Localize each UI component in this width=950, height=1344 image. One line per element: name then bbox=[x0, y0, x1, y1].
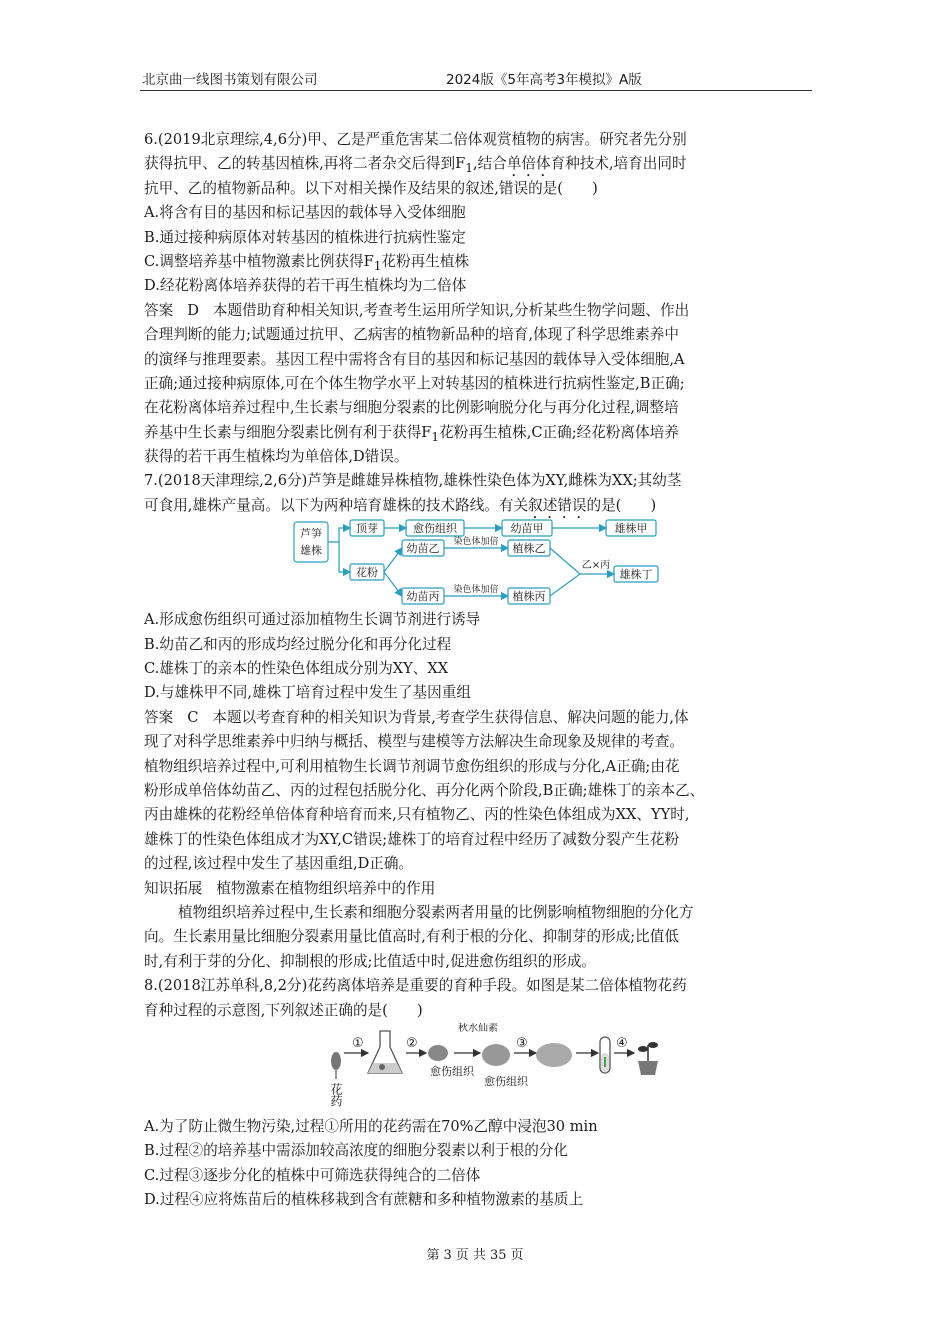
q7-answer-line-1: 答案 C 本题以考查育种的相关知识为背景,考查学生获得信息、解决问题的能力,体 bbox=[144, 708, 689, 726]
anther-image bbox=[331, 1052, 341, 1079]
callus-image-2 bbox=[482, 1044, 510, 1066]
potted-plant-image bbox=[638, 1042, 658, 1075]
subscript: 1 bbox=[465, 161, 473, 176]
node-callus-label: 愈伤组织 bbox=[413, 522, 457, 536]
page-number: 3 bbox=[443, 1248, 452, 1263]
extension-text-line: 植物组织培养过程中,生长素和细胞分裂素两者用量的比例影响植物细胞的分化方 bbox=[178, 903, 694, 921]
q7-analysis-line: 现了对科学思维素养中归纳与概括、模型与建模等方法解决生命现象及规律的考查。 bbox=[144, 733, 684, 751]
q7-option-a: A.形成愈伤组织可通过添加植物生长调节剂进行诱导 bbox=[144, 611, 481, 629]
step-4-label: ④ bbox=[616, 1035, 628, 1051]
q8-stem-line-1: 8.(2018江苏单科,8,2分)花药离体培养是重要的育种手段。如图是某二倍体植物花药 bbox=[144, 977, 687, 995]
q6-option-d: D.经花粉离体培养获得的若干再生植株均为二倍体 bbox=[144, 277, 467, 295]
flask-image bbox=[368, 1031, 402, 1073]
q6-stem-line-3: 抗甲、乙的植物新品种。以下对相关操作及结果的叙述,错误的是( ) bbox=[144, 179, 598, 197]
node-pollen-label: 花粉 bbox=[356, 566, 378, 580]
node-plant-c-label: 植株丙 bbox=[512, 590, 546, 604]
node-plant-b-label: 植株乙 bbox=[512, 542, 546, 556]
node-male-d-label: 雄株丁 bbox=[619, 568, 653, 582]
cross-label: 乙×丙 bbox=[581, 560, 611, 572]
q8-option-b: B.过程②的培养基中需添加较高浓度的细胞分裂素以利于根的分化 bbox=[144, 1142, 568, 1160]
q7-analysis-line: 雄株丁的性染色体组成才为XY,C错误;雄株丁的培育过程中经历了减数分裂产生花粉 bbox=[144, 830, 680, 848]
q7-analysis-line: 粉形成单倍体幼苗乙、丙的过程包括脱分化、再分化两个阶段,B正确;雄株丁的亲本乙、 bbox=[144, 781, 705, 799]
node-seed-c-label: 幼苗丙 bbox=[406, 590, 440, 604]
q6-stem-line-1: 6.(2019北京理综,4,6分)甲、乙是严重危害某二倍体观赏植物的病害。研究者先分别 bbox=[144, 131, 687, 148]
step-3-label: ③ bbox=[516, 1035, 528, 1051]
extension-text-line: 向。生长素用量比细胞分裂素用量比值高时,有利于根的分化、抑制芽的形成;比值低 bbox=[144, 928, 679, 946]
node-start-label: 雄株 bbox=[300, 544, 322, 558]
callus-label-2: 愈伤组织 bbox=[484, 1074, 528, 1088]
q7-option-c: C.雄株丁的亲本的性染色体组成分别为XY、XX bbox=[144, 660, 449, 678]
q8-option-d: D.过程④应将炼苗后的植株移栽到含有蔗糖和多种植物激素的基质上 bbox=[144, 1191, 584, 1209]
reagent-label: 秋水仙素 bbox=[458, 1022, 498, 1034]
q6-analysis-line: 在花粉离体培养过程中,生长素与细胞分裂素的比例影响脱分化与再分化过程,调整培 bbox=[144, 399, 679, 417]
q7-analysis-line: 的过程,该过程中发生了基因重组,D正确。 bbox=[144, 855, 414, 873]
answer-letter: D bbox=[187, 301, 199, 319]
callus-image-3 bbox=[536, 1043, 572, 1067]
answer-label: 答案 bbox=[144, 708, 174, 726]
q7-analysis-line: 植物组织培养过程中,可利用植物生长调节剂调节愈伤组织的形成与分化,A正确;由花 bbox=[144, 757, 680, 775]
breeding-route-diagram bbox=[144, 518, 814, 608]
q6-analysis-line: 正确;通过接种病原体,可在个体生物学水平上对转基因的植株进行抗病性鉴定,B正确; bbox=[144, 374, 685, 392]
q7-analysis-line: 丙由雄株的花粉经单倍体育种培育而来,只有植物乙、丙的性染色体组成为XX、YY时, bbox=[144, 806, 690, 824]
q7-stem-line-1: 7.(2018天津理综,2,6分)芦笋是雌雄异株植物,雄株性染色体为XY,雌株为XX;其幼茎 bbox=[144, 472, 682, 490]
q7-stem-line-2: 可食用,雄株产量高。以下为两种培育雄株的技术路线。有关叙述错误的是( ) bbox=[144, 496, 657, 514]
node-bud-label: 顶芽 bbox=[356, 522, 378, 536]
node-seed-a-label: 幼苗甲 bbox=[510, 522, 544, 536]
double-label-bottom: 染色体加倍 bbox=[453, 585, 499, 596]
q6-analysis-line: 养基中生长素与细胞分裂素比例有利于获得$F_1$花粉再生植株,C正确;经花粉离体培养 bbox=[144, 423, 679, 444]
q6-analysis-line: 合理判断的能力;试题通过抗甲、乙病害的植物新品种的培育,体现了科学思维素养中 bbox=[144, 326, 679, 344]
extension-heading bbox=[144, 877, 814, 901]
q6-option-c: C.调整培养基中植物激素比例获得$F_1$花粉再生植株 bbox=[144, 252, 470, 273]
anther-culture-diagram bbox=[144, 1023, 814, 1115]
emphasis-text: 单倍体 bbox=[506, 155, 551, 173]
test-tube-image bbox=[600, 1037, 610, 1073]
double-label-top: 染色体加倍 bbox=[453, 537, 499, 548]
q6-analysis-line: 获得的若干再生植株均为单倍体,D错误。 bbox=[144, 448, 409, 466]
page-total: 35 bbox=[489, 1248, 507, 1263]
q6-answer-line-1: 答案 D 本题借助育种相关知识,考查考生运用所学知识,分析某些生物学问题、作出 bbox=[144, 301, 690, 319]
q6-stem-line-2: 获得抗甲、乙的转基因植株,再将二者杂交后得到$F_1$,结合单倍体育种技术,培育出同时 bbox=[144, 155, 687, 176]
node-male-a-label: 雄株甲 bbox=[614, 522, 648, 536]
publisher-name: 北京曲一线图书策划有限公司 bbox=[142, 72, 318, 88]
q8-stem-line-2: 育种过程的示意图,下列叙述正确的是( ) bbox=[144, 1001, 423, 1019]
callus-image-1 bbox=[428, 1045, 448, 1061]
q8-option-a: A.为了防止微生物污染,过程①所用的花药需在70%乙醇中浸泡30 min bbox=[144, 1117, 598, 1135]
q6-analysis-line: 的演绎与推理要素。基因工程中需将含有目的基因和标记基因的载体导入受体细胞,A bbox=[144, 350, 685, 368]
answer-label: 答案 bbox=[144, 301, 174, 319]
step-2-label: ② bbox=[406, 1035, 418, 1051]
q6-option-b: B.通过接种病原体对转基因的植株进行抗病性鉴定 bbox=[144, 228, 466, 246]
q7-option-b: B.幼苗乙和丙的形成均经过脱分化和再分化过程 bbox=[144, 635, 452, 653]
step-1-label: ① bbox=[352, 1035, 364, 1051]
node-seed-b-label: 幼苗乙 bbox=[406, 542, 440, 556]
page-content bbox=[144, 128, 814, 1212]
extension-title: 植物激素在植物组织培养中的作用 bbox=[216, 879, 436, 897]
q7-option-d: D.与雄株甲不同,雄株丁培育过程中发生了基因重组 bbox=[144, 684, 471, 702]
node-start-label: 芦笋 bbox=[300, 527, 322, 541]
q8-option-c: C.过程③逐步分化的植株中可筛选获得纯合的二倍体 bbox=[144, 1166, 481, 1184]
book-title: 2024版《5年高考3年模拟》A版 bbox=[446, 72, 642, 88]
extension-text-line: 时,有利于芽的分化、抑制根的形成;比值适中时,促进愈伤组织的形成。 bbox=[144, 952, 597, 970]
page-header bbox=[140, 66, 812, 91]
anther-label: 花药 bbox=[329, 1082, 343, 1107]
page-footer: 第 3 页 共 35 页 bbox=[426, 1248, 524, 1263]
callus-label-1: 愈伤组织 bbox=[430, 1064, 474, 1078]
q6-option-a: A.将含有目的基因和标记基因的载体导入受体细胞 bbox=[144, 204, 466, 222]
extension-label: 知识拓展 bbox=[144, 879, 203, 897]
emphasis-text: 叙述错误 bbox=[528, 496, 587, 514]
answer-letter: C bbox=[187, 708, 199, 726]
